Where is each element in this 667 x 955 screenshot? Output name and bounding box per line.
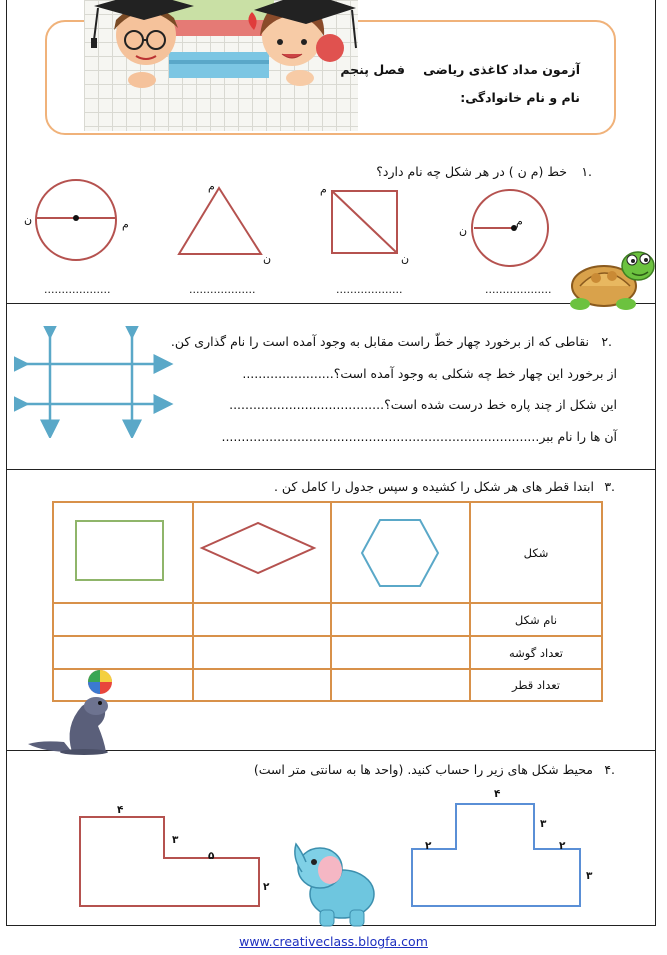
q2-number: ۲.: [601, 334, 612, 349]
label-n-triangle: ن: [263, 252, 272, 265]
table-row: [53, 636, 602, 669]
answer-cell[interactable]: [331, 603, 470, 636]
q2-line-1[interactable]: از برخورد این چهار خط چه شکلی به وجود آمده است؟.......................: [242, 366, 617, 381]
q4-question-text: محیط شکل های زیر را حساب کنید. (واحد ها به سانتی متر است): [253, 762, 593, 777]
triangle-shape: [179, 188, 261, 254]
answer-cell[interactable]: [193, 636, 331, 669]
table-row: [53, 669, 602, 701]
label-m-triangle: م: [208, 180, 215, 193]
right-shape-label-left-step: ۲: [425, 840, 432, 852]
footer-website-link[interactable]: www.creativeclass.blogfa.com: [239, 934, 428, 949]
section-divider-2: [6, 469, 656, 470]
name-field-label: نام و نام خانوادگی:: [460, 90, 580, 105]
q3-question-text: ابتدا قطر های هر شکل را کشیده و سپس جدول را کامل کن .: [273, 479, 594, 494]
q2-question-text: نقاطی که از برخورد چهار خطّ راست مقابل به وجود آمده است را نام گذاری کن.: [170, 334, 589, 349]
row-label-diagonal-count: تعداد قطر: [470, 669, 602, 701]
rhombus-cell: [193, 502, 331, 603]
q2-line-2[interactable]: این شکل از چند پاره خط درست شده است؟.......................................: [229, 397, 617, 412]
rectangle-cell: [53, 502, 193, 603]
answer-cell[interactable]: [331, 669, 470, 701]
table-header-label: شکل: [470, 502, 602, 603]
right-shape-label-right-step: ۲: [559, 840, 566, 852]
square-diagonal-shape: [332, 191, 397, 253]
q1-question-text: خط (م ن ) در هر شکل چه نام دارد؟: [376, 164, 567, 179]
row-label-shape-name: نام شکل: [470, 603, 602, 636]
answer-cell[interactable]: [193, 603, 331, 636]
rectangle-shape: [54, 503, 192, 598]
table-row: [53, 603, 602, 636]
shapes-table: [52, 501, 603, 702]
left-shape-label-middle: ۵: [208, 850, 215, 862]
worksheet-frame: [6, 0, 656, 926]
answer-cell[interactable]: [193, 669, 331, 701]
left-shape-label-top: ۴: [117, 804, 124, 816]
rhombus-shape: [194, 503, 330, 598]
left-l-shape: [80, 817, 259, 906]
circle-diameter-shape: [36, 180, 116, 260]
right-shape-label-top: ۴: [494, 788, 501, 800]
q1-answer-blank-1[interactable]: ...................: [44, 283, 111, 296]
seal-with-ball-illustration: [24, 666, 114, 756]
label-m-circle1: م: [122, 218, 129, 231]
label-m-square: م: [320, 183, 327, 196]
label-n-circle2: ن: [459, 224, 468, 237]
q2-line-3[interactable]: آن ها را نام ببر................................................................................: [221, 429, 617, 444]
left-shape-label-right: ۲: [263, 881, 270, 893]
answer-cell[interactable]: [331, 636, 470, 669]
q1-number: ۱.: [581, 164, 592, 179]
four-intersecting-lines-figure: [14, 326, 174, 438]
q1-answer-blank-2[interactable]: ...................: [189, 283, 256, 296]
hexagon-cell: [331, 502, 470, 603]
kids-reading-illustration: [84, 0, 358, 131]
elephant-illustration: [286, 838, 382, 930]
section-divider-1: [6, 303, 656, 304]
right-shape-label-inner: ۳: [540, 818, 547, 830]
q1-answer-blank-4[interactable]: ...................: [485, 283, 552, 296]
label-m-circle2: م: [516, 215, 523, 228]
q1-answer-blank-3[interactable]: ...................: [336, 283, 403, 296]
turtle-illustration: [566, 240, 658, 316]
answer-cell[interactable]: [53, 636, 193, 669]
q3-number: ۳.: [604, 479, 615, 494]
right-step-shape: [412, 804, 580, 906]
table-row: [53, 502, 602, 603]
row-label-corner-count: تعداد گوشه: [470, 636, 602, 669]
right-shape-label-side: ۳: [586, 870, 593, 882]
chapter-label: فصل پنجم: [340, 62, 405, 77]
answer-cell[interactable]: [53, 603, 193, 636]
q4-number: ۴.: [604, 762, 615, 777]
circle-radius-shape: [472, 190, 548, 266]
left-shape-label-step: ۳: [172, 834, 179, 846]
hexagon-shape: [332, 503, 469, 598]
label-n-square: ن: [401, 252, 410, 265]
exam-title: آزمون مداد کاغذی ریاضی: [423, 62, 580, 77]
label-n-circle1: ن: [24, 213, 33, 226]
